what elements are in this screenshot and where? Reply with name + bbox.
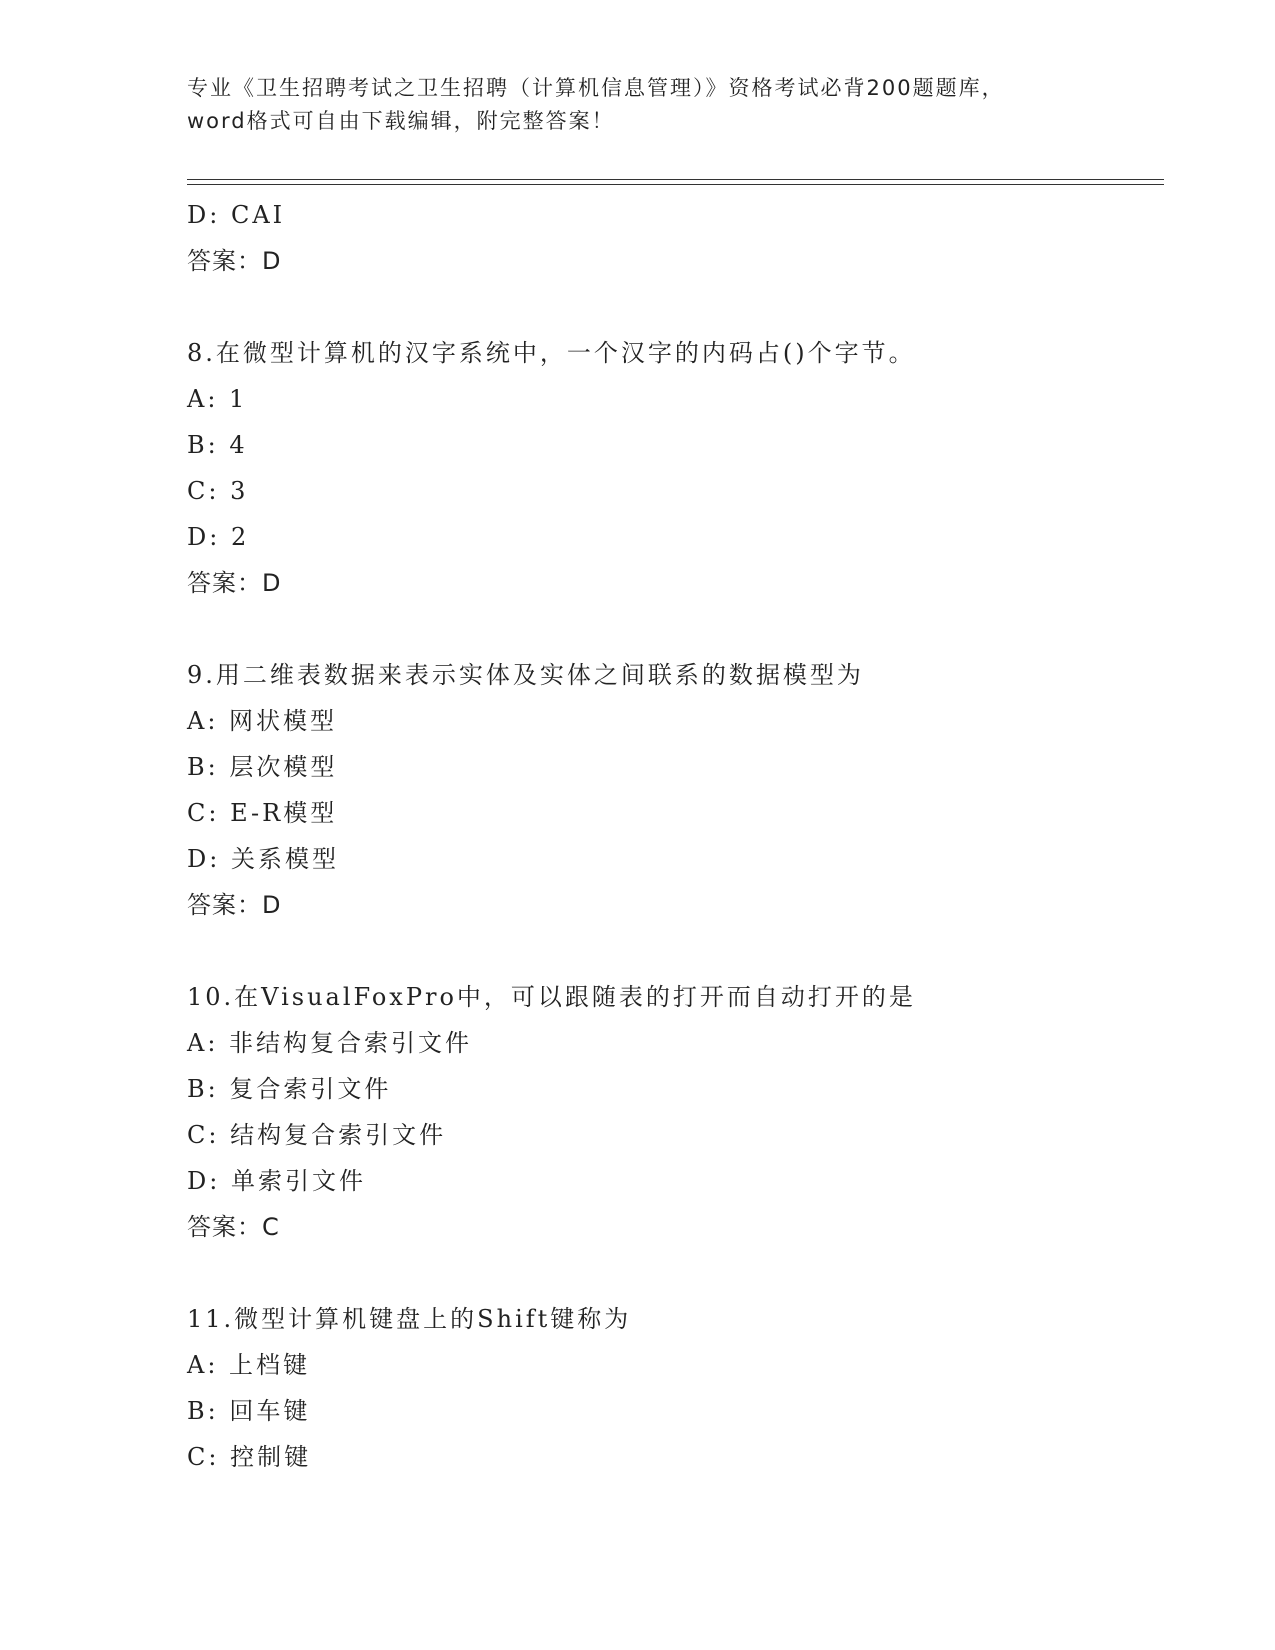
spacer [187,928,1167,974]
question-stem: 9.用二维表数据来表示实体及实体之间联系的数据模型为 [187,661,864,689]
option-a: A: 网状模型 [187,707,338,735]
option-b: B: 复合索引文件 [187,1075,392,1103]
option-d: D: 单索引文件 [187,1167,366,1195]
answer-line: 答案：D [187,891,282,919]
option-b: B: 层次模型 [187,753,338,781]
question-9 [187,652,1167,928]
option-c: C: 结构复合索引文件 [187,1121,447,1149]
header-divider-bottom [187,184,1164,185]
document-header [187,72,1087,138]
question-stem: 11.微型计算机键盘上的Shift键称为 [187,1305,632,1333]
option-a: A: 1 [187,385,248,413]
fragment-answer: 答案：D [187,247,282,275]
question-stem: 8.在微型计算机的汉字系统中，一个汉字的内码占()个字节。 [187,339,916,367]
answer-line: 答案：D [187,569,282,597]
fragment-option-d: D: CAI [187,201,286,229]
option-b: B: 回车键 [187,1397,311,1425]
option-c: C: 3 [187,477,249,505]
option-a: A: 上档键 [187,1351,311,1379]
header-title-line-1: 专业《卫生招聘考试之卫生招聘（计算机信息管理）》资格考试必背200题题库， [187,76,1005,100]
question-10 [187,974,1167,1250]
option-b: B: 4 [187,431,248,459]
header-title-line-2: word格式可自由下载编辑，附完整答案！ [187,109,615,133]
option-d: D: 关系模型 [187,845,339,873]
answer-line: 答案：C [187,1213,280,1241]
question-11 [187,1296,1167,1480]
header-divider-top [187,179,1164,180]
option-a: A: 非结构复合索引文件 [187,1029,473,1057]
question-stem: 10.在VisualFoxPro中，可以跟随表的打开而自动打开的是 [187,983,916,1011]
option-d: D: 2 [187,523,250,551]
spacer [187,1250,1167,1296]
spacer [187,606,1167,652]
option-c: C: 控制键 [187,1443,312,1471]
question-list [187,192,1167,1480]
spacer [187,284,1167,330]
question-8 [187,330,1167,606]
option-c: C: E-R模型 [187,799,338,827]
